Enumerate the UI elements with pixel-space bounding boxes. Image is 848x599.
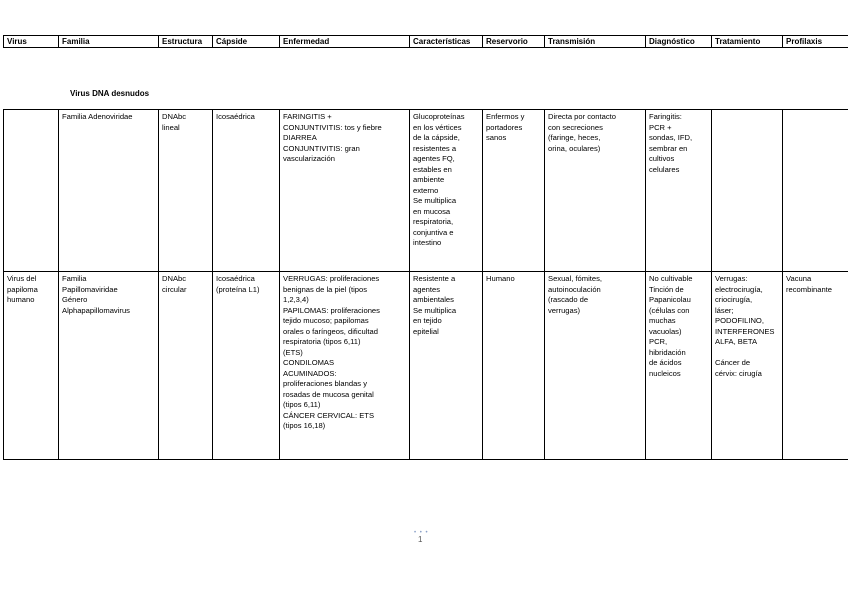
cell-tratamiento xyxy=(712,272,783,460)
cell-text-line: vacuolas) xyxy=(649,326,682,336)
cell-text-line: PAPILOMAS: proliferaciones xyxy=(283,305,380,315)
cell-text-line: Familia Adenoviridae xyxy=(62,112,133,121)
cell-text-line: electrocirugía, xyxy=(715,284,763,294)
cell-text-line: Virus del xyxy=(7,274,37,283)
cell-text-line: en mucosa xyxy=(413,206,451,216)
cell-text-line: criocirugía, xyxy=(715,295,753,304)
cell-text-line: Enfermos y xyxy=(486,112,525,121)
cell-familia xyxy=(59,110,159,272)
cell-text-line: DIARREA xyxy=(283,133,317,142)
section-title: Virus DNA desnudos xyxy=(70,89,150,98)
cell-text-line: 1,2,3,4) xyxy=(283,295,309,304)
header-cell: Familia xyxy=(59,36,159,48)
header-cell: Reservorio xyxy=(483,36,545,48)
cell-text-line: en los vértices xyxy=(413,122,462,132)
cell-text-line: autoinoculación xyxy=(548,284,601,294)
cell-text-line: (faringe, heces, xyxy=(548,133,601,142)
cell-reservorio xyxy=(483,110,545,272)
header-cell: Cápside xyxy=(213,36,280,48)
cell-text-line: INTERFERONES xyxy=(715,326,775,336)
header-cell: Diagnóstico xyxy=(646,36,712,48)
cell-text-line: en tejido xyxy=(413,316,442,325)
cell-text-line: DNAbc xyxy=(162,112,187,121)
cell-text-line: epitelial xyxy=(413,326,439,336)
cell-text-line: muchas xyxy=(649,316,676,325)
cell-text-line: Icosaédrica xyxy=(216,112,255,121)
cell-diagnostico xyxy=(646,272,712,460)
cell-transmision xyxy=(545,110,646,272)
cell-text-line: PCR + xyxy=(649,122,672,132)
cell-text-line: Verrugas: xyxy=(715,274,748,283)
cell-text-line: con secreciones xyxy=(548,122,603,132)
cell-text-line: CONJUNTIVITIS: tos y fiebre xyxy=(283,122,382,132)
cell-text-line: Papanicolau xyxy=(649,295,691,304)
cell-text-line: Humano xyxy=(486,274,515,283)
cell-text-line: No cultivable xyxy=(649,274,693,283)
cell-text-line: respiratoria, xyxy=(413,217,454,226)
cell-text-line: CONJUNTIVITIS: gran xyxy=(283,143,360,153)
cell-text-line: agentes FQ, xyxy=(413,154,455,163)
cell-diagnostico xyxy=(646,110,712,272)
cell-text-line: Tinción de xyxy=(649,284,684,294)
cell-text-line: sondas, IFD, xyxy=(649,133,693,142)
header-cell: Enfermedad xyxy=(280,36,410,48)
cell-text-line: circular xyxy=(162,284,187,294)
cell-reservorio xyxy=(483,272,545,460)
cell-text-line: Se multiplica xyxy=(413,305,457,315)
header-table xyxy=(3,35,848,48)
cell-enfermedad xyxy=(280,272,410,460)
cell-text-line: Faringitis: xyxy=(649,112,682,121)
header-cell: Características xyxy=(410,36,483,48)
cell-text-line: CÁNCER CERVICAL: ETS xyxy=(283,410,375,420)
cell-text-line: Género xyxy=(62,295,88,304)
cell-familia xyxy=(59,272,159,460)
cell-enfermedad xyxy=(280,110,410,272)
header-cell: Profilaxis xyxy=(783,36,848,48)
cell-text-line: láser; xyxy=(715,305,734,315)
cell-text-line: proliferaciones blandas y xyxy=(283,379,368,388)
cell-text-line: (células con xyxy=(649,305,690,315)
header-cell: Tratamiento xyxy=(712,36,783,48)
cell-text-line: FARINGITIS + xyxy=(283,112,332,121)
cell-text-line: (rascado de xyxy=(548,295,589,304)
header-cell: Transmisión xyxy=(545,36,646,48)
header-row xyxy=(4,36,848,48)
cell-capside xyxy=(213,272,280,460)
cell-text-line xyxy=(715,348,779,359)
cell-text-line: tejido mucoso; papilomas xyxy=(283,316,369,325)
cell-text-line: CONDILOMAS xyxy=(283,358,335,367)
cell-text-line: externo xyxy=(413,185,439,195)
cell-text-line: humano xyxy=(7,295,35,304)
table-row xyxy=(4,110,848,272)
cell-virus xyxy=(4,272,59,460)
header-cell: Estructura xyxy=(159,36,213,48)
header-cell: Virus xyxy=(4,36,59,48)
cell-caracteristicas xyxy=(410,110,483,272)
cell-text-line: Se multiplica xyxy=(413,196,457,205)
cell-text-line: ambiente xyxy=(413,175,445,184)
cell-profilaxis xyxy=(783,272,848,460)
cell-profilaxis xyxy=(783,110,848,272)
cell-text-line: intestino xyxy=(413,238,442,247)
cell-text-line: cultivos xyxy=(649,154,675,163)
cell-text-line: sanos xyxy=(486,133,507,142)
cell-text-line: vascularización xyxy=(283,154,335,163)
cell-text-line: resistentes a xyxy=(413,143,457,153)
cell-caracteristicas xyxy=(410,272,483,460)
cell-text-line: respiratoria (tipos 6,11) xyxy=(283,337,361,346)
cell-virus xyxy=(4,110,59,272)
cell-text-line: orina, oculares) xyxy=(548,143,601,153)
cell-text-line: celulares xyxy=(649,164,680,174)
cell-text-line: conjuntiva e xyxy=(413,227,454,237)
cell-text-line: agentes xyxy=(413,284,441,294)
cell-text-line: Papillomaviridae xyxy=(62,284,118,294)
cell-text-line: verrugas) xyxy=(548,305,581,315)
cell-text-line: estables en xyxy=(413,164,452,174)
cell-text-line: ambientales xyxy=(413,295,454,304)
cell-estructura xyxy=(159,272,213,460)
cell-text-line: PCR, xyxy=(649,337,668,346)
cell-text-line: PODOFILINO, xyxy=(715,316,764,325)
cell-text-line: recombinante xyxy=(786,284,833,294)
cell-text-line: Cáncer de xyxy=(715,358,751,367)
cell-text-line: ALFA, BETA xyxy=(715,337,758,346)
cell-text-line: Directa por contacto xyxy=(548,112,616,121)
cell-text-line: lineal xyxy=(162,122,180,132)
cell-text-line: hibridación xyxy=(649,347,686,357)
cell-text-line: benignas de la piel (tipos xyxy=(283,284,368,294)
cell-text-line: Vacuna xyxy=(786,274,812,283)
cell-text-line: DNAbc xyxy=(162,274,187,283)
cell-text-line: (tipos 6,11) xyxy=(283,400,321,409)
cell-capside xyxy=(213,110,280,272)
cell-text-line: portadores xyxy=(486,122,523,132)
cell-tratamiento xyxy=(712,110,783,272)
cell-text-line: VERRUGAS: proliferaciones xyxy=(283,274,380,283)
cell-text-line: Sexual, fómites, xyxy=(548,274,603,283)
virus-table xyxy=(3,109,848,460)
cell-text-line: cérvix: cirugía xyxy=(715,368,762,378)
cell-text-line: sembrar en xyxy=(649,143,688,153)
cell-text-line: Icosaédrica xyxy=(216,274,255,283)
cell-text-line: Glucoproteínas xyxy=(413,112,465,121)
cell-text-line: de la cápside, xyxy=(413,133,460,142)
cell-text-line: (tipos 16,18) xyxy=(283,421,326,430)
cell-text-line: de ácidos xyxy=(649,358,682,367)
cell-text-line: rosadas de mucosa genital xyxy=(283,389,374,399)
page-number: 1 xyxy=(418,535,423,544)
cell-text-line: Familia xyxy=(62,274,87,283)
cell-text-line: papiloma xyxy=(7,284,38,294)
table-row xyxy=(4,272,848,460)
page-dots: • • • xyxy=(414,530,429,536)
cell-text-line: (proteína L1) xyxy=(216,284,260,294)
cell-text-line: orales o faríngeos, dificultad xyxy=(283,326,378,336)
cell-text-line: Resistente a xyxy=(413,274,456,283)
cell-text-line: (ETS) xyxy=(283,347,303,357)
cell-text-line: Alphapapillomavirus xyxy=(62,305,130,315)
cell-estructura xyxy=(159,110,213,272)
cell-text-line: ACUMINADOS: xyxy=(283,368,337,378)
cell-text-line: nucleicos xyxy=(649,368,681,378)
cell-transmision xyxy=(545,272,646,460)
